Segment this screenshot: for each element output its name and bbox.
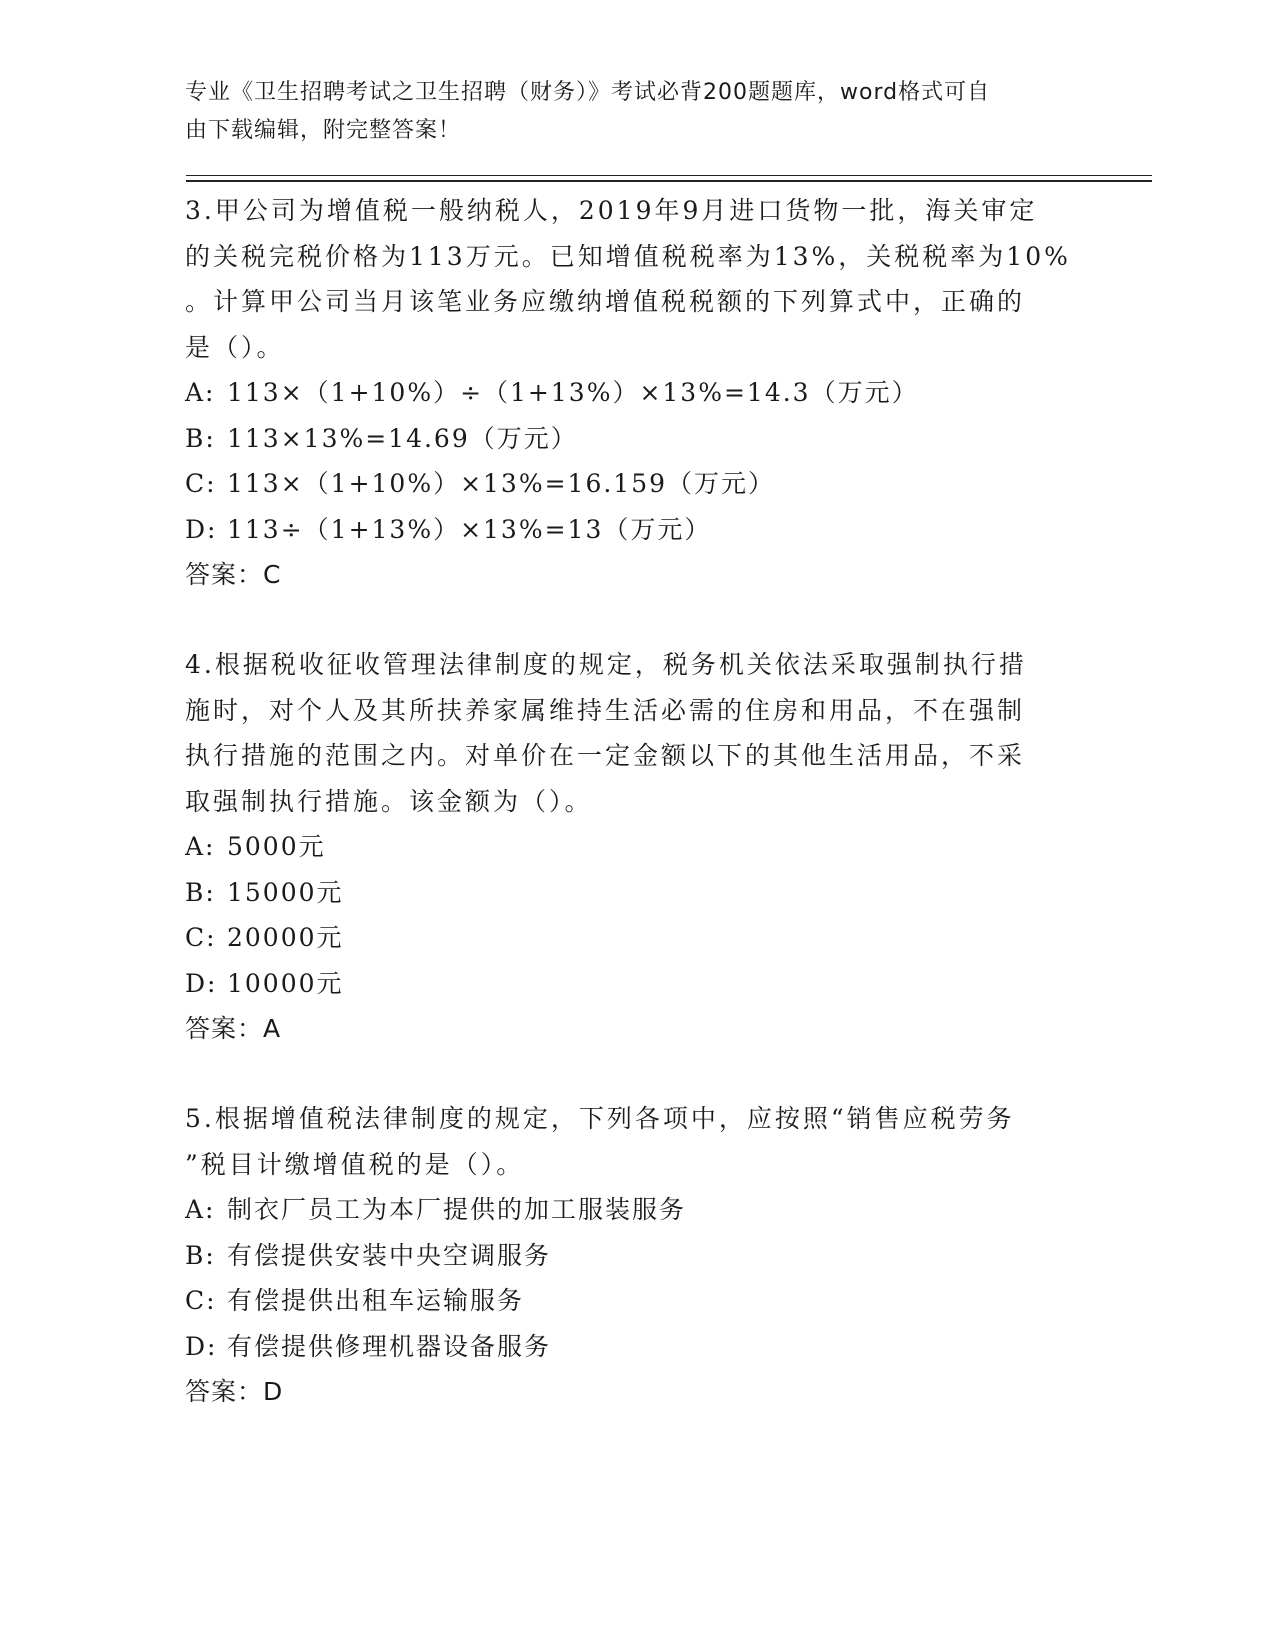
question-stem-line: 是（）。	[185, 332, 285, 362]
question-stem	[185, 188, 1085, 370]
option-letter: B:	[185, 423, 216, 453]
option-b	[185, 870, 1085, 916]
option-text: 113×13%=14.69（万元）	[227, 423, 578, 453]
option-d	[185, 507, 1085, 553]
option-c	[185, 1278, 1085, 1324]
option-b	[185, 416, 1085, 462]
question-stem-line: 3.甲公司为增值税一般纳税人，2019年9月进口货物一批，海关审定	[185, 196, 1038, 225]
option-a	[185, 1187, 1085, 1233]
header-divider-thin	[186, 175, 1152, 176]
question-stem-line: 。计算甲公司当月该笔业务应缴纳增值税税额的下列算式中，正确的	[185, 287, 1026, 316]
header-divider-thick	[186, 180, 1152, 182]
option-c	[185, 915, 1085, 961]
option-a	[185, 824, 1085, 870]
option-letter: C:	[185, 1286, 217, 1315]
option-text: 113×（1+10%）×13%=16.159（万元）	[227, 469, 776, 498]
question-stem-line: 5.根据增值税法律制度的规定，下列各项中，应按照“销售应税劳务	[185, 1104, 1015, 1133]
question-3	[185, 188, 1085, 598]
option-letter: B:	[185, 877, 216, 907]
option-letter: A:	[185, 1195, 216, 1224]
option-text: 20000元	[227, 923, 344, 952]
option-b	[185, 1233, 1085, 1279]
option-letter: C:	[185, 923, 217, 952]
option-text: 15000元	[227, 877, 344, 907]
option-text: 制衣厂员工为本厂提供的加工服装服务	[227, 1195, 687, 1224]
option-text: 113÷（1+13%）×13%=13（万元）	[227, 514, 712, 544]
answer-line: 答案：D	[185, 1377, 284, 1406]
question-stem	[185, 642, 1085, 824]
option-c	[185, 461, 1085, 507]
header-line-2: 由下载编辑，附完整答案！	[185, 118, 462, 143]
question-stem-line: ”税目计缴增值税的是（）。	[185, 1149, 525, 1179]
option-letter: A:	[185, 378, 216, 407]
question-5	[185, 1096, 1085, 1415]
question-4	[185, 642, 1085, 1052]
question-stem-line: 4.根据税收征收管理法律制度的规定，税务机关依法采取强制执行措	[185, 650, 1027, 679]
option-letter: C:	[185, 469, 217, 498]
question-stem-line: 的关税完税价格为113万元。已知增值税税率为13%，关税税率为10%	[185, 241, 1071, 271]
option-d	[185, 1324, 1085, 1370]
answer-line: 答案：C	[185, 560, 282, 589]
option-text: 有偿提供安装中央空调服务	[227, 1240, 552, 1270]
option-letter: B:	[185, 1240, 216, 1270]
document-header	[185, 74, 1065, 150]
question-stem-line: 取强制执行措施。该金额为（）。	[185, 786, 593, 816]
option-text: 10000元	[227, 968, 344, 998]
option-text: 有偿提供出租车运输服务	[227, 1286, 525, 1315]
option-letter: A:	[185, 832, 216, 861]
option-text: 113×（1+10%）÷（1+13%）×13%=14.3（万元）	[227, 378, 919, 407]
option-letter: D:	[185, 968, 218, 998]
question-stem-line: 施时，对个人及其所扶养家属维持生活必需的住房和用品，不在强制	[185, 695, 1026, 725]
header-line-1: 专业《卫生招聘考试之卫生招聘（财务）》考试必背200题题库，word格式可自	[185, 80, 991, 105]
option-letter: D:	[185, 514, 218, 544]
option-letter: D:	[185, 1331, 218, 1361]
answer-line: 答案：A	[185, 1014, 282, 1043]
option-text: 5000元	[227, 832, 326, 861]
question-stem	[185, 1096, 1085, 1187]
question-stem-line: 执行措施的范围之内。对单价在一定金额以下的其他生活用品，不采	[185, 741, 1026, 770]
option-d	[185, 961, 1085, 1007]
option-a	[185, 370, 1085, 416]
option-text: 有偿提供修理机器设备服务	[227, 1331, 552, 1361]
